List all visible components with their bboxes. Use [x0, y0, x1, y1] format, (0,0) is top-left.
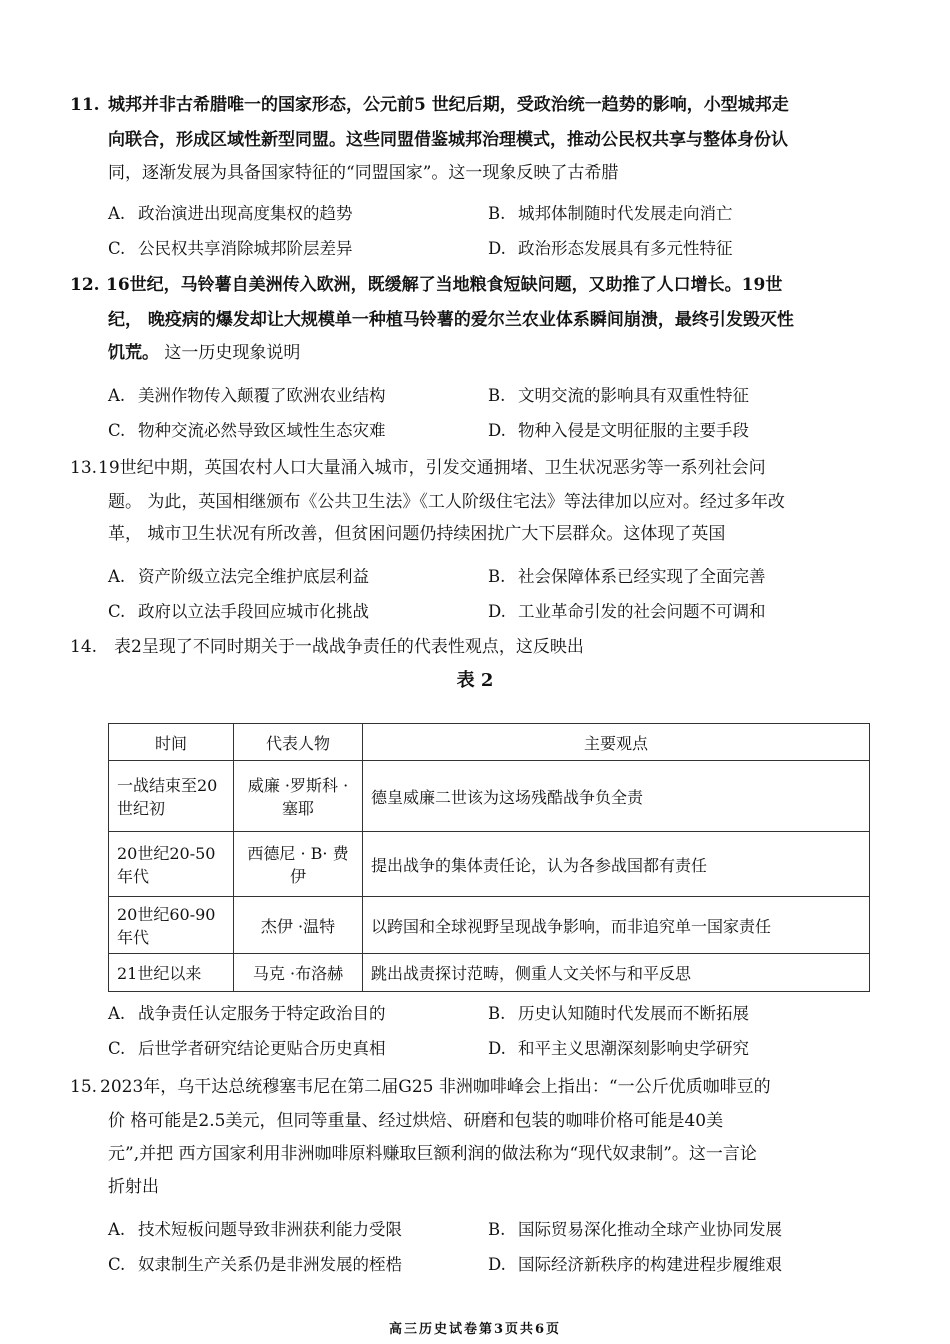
- question-13-line-3: 革， 城市卫生状况有所改善，但贫困问题仍持续困扰广大下层群众。这体现了英国: [108, 524, 726, 544]
- question-13-line-2: 题。 为此，英国相继颁布《公共卫生法》《工人阶级住宅法》等法律加以应对。经过多年改: [108, 492, 785, 512]
- table-cell-view: 提出战争的集体责任论，认为各参战国都有责任: [363, 832, 870, 897]
- table-cell-view: 跳出战责探讨范畴，侧重人文关怀与和平反思: [363, 954, 870, 992]
- question-15-option-a[interactable]: A. 技术短板问题导致非洲获利能力受限: [108, 1220, 402, 1239]
- question-11-option-a[interactable]: A. 政治演进出现高度集权的趋势: [108, 204, 353, 223]
- question-14-option-c[interactable]: C. 后世学者研究结论更贴合历史真相: [108, 1039, 386, 1058]
- question-12-line-1: 12. 16世纪，马铃薯自美洲传入欧洲，既缓解了当地粮食短缺问题，又助推了人口增长。19世: [70, 275, 783, 295]
- question-11-option-d[interactable]: D. 政治形态发展具有多元性特征: [488, 239, 733, 258]
- table-cell-person: 威廉 ·罗斯科 · 塞耶: [234, 761, 363, 832]
- table-2: [108, 723, 870, 992]
- table-header-time: 时间: [109, 724, 234, 761]
- table-cell-time: 21世纪以来: [109, 954, 234, 992]
- table-2-title: 表 2: [456, 670, 494, 691]
- question-12-option-d[interactable]: D. 物种入侵是文明征服的主要手段: [488, 421, 749, 440]
- question-15-line-2: 价 格可能是2.5美元，但同等重量、经过烘焙、研磨和包装的咖啡价格可能是40美: [108, 1111, 724, 1131]
- table-header-row: [109, 724, 870, 761]
- table-row: [109, 954, 870, 992]
- question-13-option-d[interactable]: D. 工业革命引发的社会问题不可调和: [488, 602, 766, 621]
- question-14-line-1: 14. 表2呈现了不同时期关于一战战争责任的代表性观点，这反映出: [70, 637, 584, 657]
- question-15-option-c[interactable]: C. 奴隶制生产关系仍是非洲发展的桎梏: [108, 1255, 402, 1274]
- table-cell-time: 20世纪20-50 年代: [109, 832, 234, 897]
- table-cell-view: 以跨国和全球视野呈现战争影响，而非追究单一国家责任: [363, 897, 870, 954]
- question-12-option-b[interactable]: B. 文明交流的影响具有双重性特征: [488, 386, 749, 405]
- question-11-line-1: 11. 城邦并非古希腊唯一的国家形态，公元前5 世纪后期，受政治统一趋势的影响，小型城邦走: [70, 95, 789, 115]
- question-14-option-a[interactable]: A. 战争责任认定服务于特定政治目的: [108, 1004, 386, 1023]
- table-cell-time: 一战结束至20世纪初: [109, 761, 234, 832]
- question-12-line-2: 纪， 晚疫病的爆发却让大规模单一种植马铃薯的爱尔兰农业体系瞬间崩溃，最终引发毁灭性: [108, 310, 794, 330]
- question-11-line-2: 向联合，形成区域性新型同盟。这些同盟借鉴城邦治理模式，推动公民权共享与整体身份认: [108, 130, 788, 150]
- table-cell-person: 马克 ·布洛赫: [234, 954, 363, 992]
- question-12-option-c[interactable]: C. 物种交流必然导致区域性生态灾难: [108, 421, 386, 440]
- question-11-line-3: 同，逐渐发展为具备国家特征的“同盟国家”。这一现象反映了古希腊: [108, 163, 619, 183]
- table-cell-time: 20世纪60-90 年代: [109, 897, 234, 954]
- question-12-line-3: 饥荒。 这一历史现象说明: [108, 343, 301, 363]
- question-15-line-4: 折射出: [108, 1177, 159, 1197]
- question-13-option-a[interactable]: A. 资产阶级立法完全维护底层利益: [108, 567, 369, 586]
- question-14-option-b[interactable]: B. 历史认知随时代发展而不断拓展: [488, 1004, 749, 1023]
- table-row: [109, 761, 870, 832]
- question-12-option-a[interactable]: A. 美洲作物传入颠覆了欧洲农业结构: [108, 386, 386, 405]
- table-row: [109, 832, 870, 897]
- table-cell-view: 德皇威廉二世该为这场残酷战争负全责: [363, 761, 870, 832]
- question-13-option-c[interactable]: C. 政府以立法手段回应城市化挑战: [108, 602, 369, 621]
- question-15-line-3: 元”,并把 西方国家利用非洲咖啡原料赚取巨额利润的做法称为“现代奴隶制”。这一言论: [108, 1144, 757, 1164]
- page-footer: 高三历史试卷第3页共6页: [388, 1322, 562, 1337]
- question-13-option-b[interactable]: B. 社会保障体系已经实现了全面完善: [488, 567, 766, 586]
- question-15-option-d[interactable]: D. 国际经济新秩序的构建进程步履维艰: [488, 1255, 782, 1274]
- table-cell-person: 西德尼 · B· 费伊: [234, 832, 363, 897]
- table-cell-person: 杰伊 ·温特: [234, 897, 363, 954]
- question-11-option-c[interactable]: C. 公民权共享消除城邦阶层差异: [108, 239, 353, 258]
- question-15-option-b[interactable]: B. 国际贸易深化推动全球产业协同发展: [488, 1220, 782, 1239]
- table-row: [109, 897, 870, 954]
- question-11-option-b[interactable]: B. 城邦体制随时代发展走向消亡: [488, 204, 733, 223]
- question-14-option-d[interactable]: D. 和平主义思潮深刻影响史学研究: [488, 1039, 749, 1058]
- question-15-line-1: 15. 2023年，乌干达总统穆塞韦尼在第二届G25 非洲咖啡峰会上指出：“一公斤优质咖啡豆的: [70, 1077, 771, 1097]
- table-header-person: 代表人物: [234, 724, 363, 761]
- table-header-view: 主要观点: [363, 724, 870, 761]
- question-13-line-1: 13.19世纪中期，英国农村人口大量涌入城市，引发交通拥堵、卫生状况恶劣等一系列社会问: [70, 458, 766, 478]
